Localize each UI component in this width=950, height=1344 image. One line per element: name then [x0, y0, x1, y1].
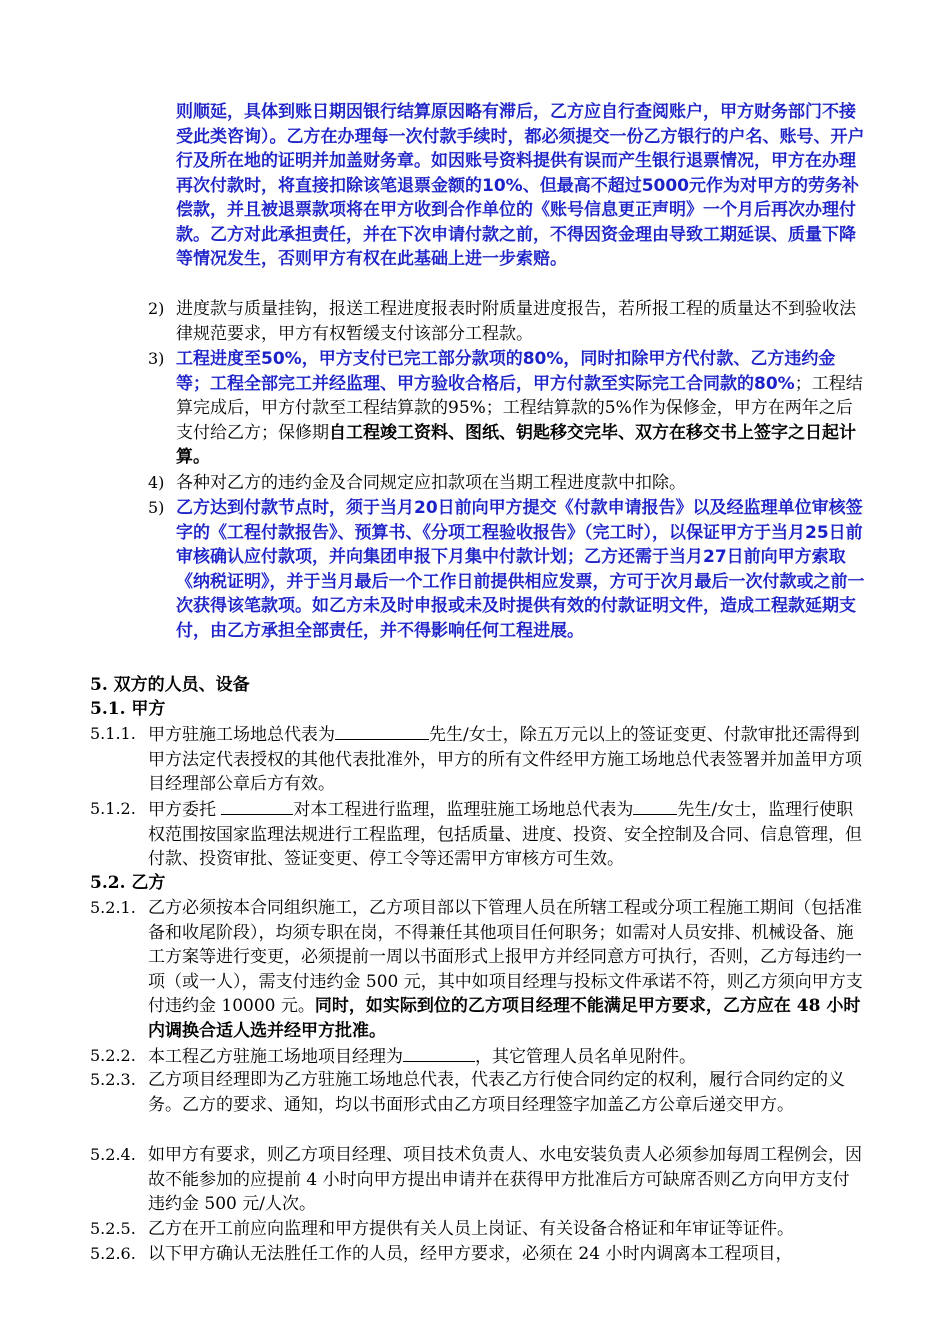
item-number-3: 3): [148, 349, 165, 368]
clause-number-5-1-2: 5.1.2.: [90, 799, 136, 818]
item-penalty-deduction: 各种对乙方的违约金及合同规定应扣款项在当期工程进度款中扣除。: [176, 473, 686, 493]
clause-5-2-4: 如甲方有要求，则乙方项目经理、项目技术负责人、水电安装负责人必须参加每周工程例会，因故不能参加的应提前 4 小时向甲方提出申请并在获得甲方批准后方可缺席否则乙方向甲方支付违约金 500 元/人次。: [148, 1145, 862, 1214]
blank-supervisor-name: [633, 797, 677, 815]
item-payment-schedule: [176, 347, 866, 470]
clause-5-1-1-text-b: 先生/女士，除五万元以上的签证变更、付款审批还需得到甲方法定代表授权的其他代表批准外，甲方的所有文件经甲方施工场地总代表签署并加盖甲方项目经理部公章后方有效。: [148, 725, 862, 794]
item-number-2: 2): [148, 299, 165, 318]
section-5-1-heading: 5.1. 甲方: [90, 699, 166, 719]
clause-5-1-2: [148, 797, 866, 872]
clause-number-5-2-2: 5.2.2.: [90, 1046, 136, 1065]
clause-5-2-1-bold-text: 同时，如实际到位的乙方项目经理不能满足甲方要求，乙方应在 48 小时内调换合适人选并经甲方批准。: [148, 996, 861, 1041]
clause-5-1-1-text-a: 甲方驻施工场地总代表为: [148, 725, 335, 745]
blank-representative-name: [335, 722, 429, 740]
section-5-heading: 5. 双方的人员、设备: [90, 675, 250, 695]
clause-number-5-2-1: 5.2.1.: [90, 898, 136, 917]
payment-paragraph-continued: 则顺延，具体到账日期因银行结算原因略有滞后，乙方应自行查阅账户，甲方财务部门不接受此类咨询）。乙方在办理每一次付款手续时，都必须提交一份乙方银行的户名、账号、开户行及所在地的证明并加盖财务章。如因账号资料提供有误而产生银行退票情况，甲方在办理再次付款时，将直接扣除该笔退票金额的10%、但最高不超过5000元作为对甲方的劳务补偿款，并且被退票款项将在甲方收到合作单位的《账号信息更正声明》一个月后再次办理付款。乙方对此承担责任，并在下次申请付款之前，不得因资金理由导致工期延误、质量下降等情况发生，否则甲方有权在此基础上进一步索赔。: [176, 102, 865, 269]
clause-5-2-2-text-a: 本工程乙方驻施工场地项目经理为: [148, 1047, 403, 1067]
clause-5-1-2-text-a: 甲方委托: [148, 800, 222, 820]
blank-supervision-company: [221, 797, 293, 815]
item-number-4: 4): [148, 473, 165, 492]
item-number-5: 5): [148, 498, 165, 517]
clause-number-5-1-1: 5.1.1.: [90, 724, 136, 743]
clause-5-1-2-text-c: 先生/女士，监理行使职权范围按国家监理法规进行工程监理，包括质量、进度、投资、安全控制及合同、信息管理，但付款、投资审批、签证变更、停工令等还需甲方审核方可生效。: [148, 800, 862, 869]
warranty-start-bold-part: 自工程竣工资料、图纸、钥匙移交完毕、双方在移交书上签字之日起计算。: [176, 422, 856, 467]
item-payment-node: 乙方达到付款节点时，须于当月20日前向甲方提交《付款申请报告》以及经监理单位审核签字的《工程付款报告》、预算书、《分项工程验收报告》（完工时），以保证甲方于当月25日前审核确认应付款项，并向集团申报下月集中付款计划；乙方还需于当月27日前向甲方索取《纳税证明》，并于当月最后一个工作日前提供相应发票，方可于次月最后一次付款或之前一次获得该笔款项。如乙方未及时申报或未及时提供有效的付款证明文件，造成工程款延期支付，由乙方承担全部责任，并不得影响任何工程进展。: [176, 498, 865, 641]
item-progress-quality: 进度款与质量挂钩，报送工程进度报表时附质量进度报告，若所报工程的质量达不到验收法律规范要求，甲方有权暂缓支付该部分工程款。: [176, 299, 856, 344]
payment-schedule-bold-part: 工程进度至50%，甲方支付已完工部分款项的80%，同时扣除甲方代付款、乙方违约金等；工程全部完工并经监理、甲方验收合格后，甲方付款至实际完工合同款的80%: [176, 349, 836, 394]
section-5-2-heading: 5.2. 乙方: [90, 873, 166, 893]
clause-5-2-2: [148, 1044, 866, 1070]
clause-5-2-5: 乙方在开工前应向监理和甲方提供有关人员上岗证、有关设备合格证和年审证等证件。: [148, 1219, 794, 1239]
payment-schedule-plain-part: ；工程结算完成后，甲方付款至工程结算款的95%；工程结算款的5%作为保修金，甲方在两年之后支付给乙方；保修期: [176, 373, 863, 443]
clause-5-1-2-text-b: 对本工程进行监理，监理驻施工场地总代表为: [293, 800, 634, 820]
clause-number-5-2-6: 5.2.6.: [90, 1244, 136, 1263]
clause-5-2-2-text-b: ，其它管理人员名单见附件。: [475, 1047, 696, 1067]
clause-5-1-1: [148, 722, 866, 797]
clause-5-2-3: 乙方项目经理即为乙方驻施工场地总代表，代表乙方行使合同约定的权利，履行合同约定的义务。乙方的要求、通知，均以书面形式由乙方项目经理签字加盖乙方公章后递交甲方。: [148, 1070, 845, 1115]
clause-5-2-6: 以下甲方确认无法胜任工作的人员，经甲方要求，必须在 24 小时内调离本工程项目，: [148, 1244, 793, 1264]
blank-project-manager-name: [403, 1044, 475, 1062]
clause-number-5-2-5: 5.2.5.: [90, 1219, 136, 1238]
clause-5-2-1-text: 乙方必须按本合同组织施工，乙方项目部以下管理人员在所辖工程或分项工程施工期间（包括准备和收尾阶段），均须专职在岗，不得兼任其他项目任何职务；如需对人员安排、机械设备、施工方案等进行变更，必须提前一周以书面形式上报甲方并经同意方可执行，否则，乙方每违约一项（或一人），需支付违约金 500 元，其中如项目经理与投标文件承诺不符，则乙方须向甲方支付违约金 10000 元。: [148, 898, 863, 1016]
clause-number-5-2-4: 5.2.4.: [90, 1145, 136, 1164]
clause-number-5-2-3: 5.2.3.: [90, 1070, 136, 1089]
clause-5-2-1: [148, 896, 866, 1043]
